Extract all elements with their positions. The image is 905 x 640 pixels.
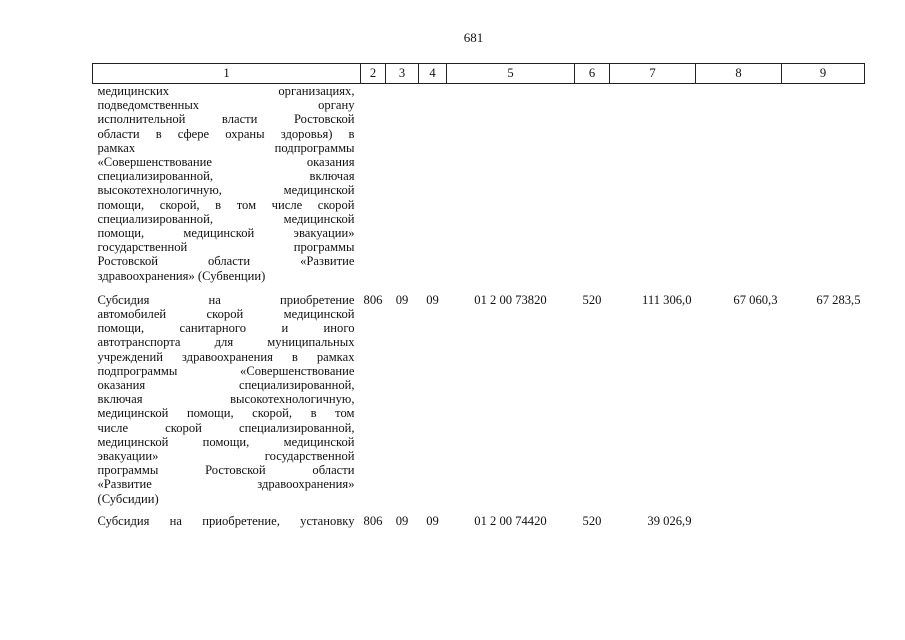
- description-line: подведомственных органу: [97, 98, 355, 113]
- description-line: высокотехнологичную, медицинской: [97, 183, 355, 198]
- cell-amount-year2: 67 060,3: [733, 292, 778, 307]
- header-cell-7: 7: [610, 64, 696, 84]
- description-line: медицинской помощи, медицинской: [97, 434, 355, 449]
- header-cell-9: 9: [782, 64, 865, 84]
- page-number: 681: [463, 30, 484, 45]
- cell-ministry: 806: [363, 513, 383, 528]
- table-header: [93, 64, 865, 84]
- cell-amount-year1: 39 026,9: [647, 513, 692, 528]
- cell-subsection: 09: [426, 513, 439, 528]
- description-line: специализированной, медицинской: [97, 211, 355, 226]
- cell-target-article: [447, 84, 575, 283]
- cell-amount-year3: [782, 506, 865, 528]
- cell-expense-type: 520: [582, 292, 602, 307]
- cell-amount-year2: [696, 84, 782, 283]
- description-line: автотранспорта для муниципальных: [97, 335, 355, 350]
- description-line: специализированной, включая: [97, 169, 355, 184]
- table-body: [93, 84, 865, 529]
- description-line: здравоохранения» (Субвенции): [97, 268, 266, 283]
- table-row: [93, 283, 865, 506]
- description-line: исполнительной власти Ростовской: [97, 112, 355, 127]
- description-line: Субсидия на приобретение: [97, 292, 355, 307]
- header-cell-4: 4: [419, 64, 447, 84]
- description-line: помощи, медицинской эвакуации»: [97, 226, 355, 241]
- cell-ministry: 806: [363, 292, 383, 307]
- cell-amount-year2: [696, 506, 782, 528]
- description-line: учреждений здравоохранения в рамках: [97, 349, 355, 364]
- cell-amount-year3: [782, 84, 865, 283]
- cell-expense-type: 520: [582, 513, 602, 528]
- header-row: [93, 64, 865, 84]
- header-cell-8: 8: [696, 64, 782, 84]
- description-line: подпрограммы «Совершенствование: [97, 363, 355, 378]
- header-cell-6: 6: [575, 64, 610, 84]
- description-line: Субсидия на приобретение, установку: [97, 513, 355, 528]
- cell-target-article: 01 2 00 73820: [474, 292, 547, 307]
- description-line: числе скорой специализированной,: [97, 420, 355, 435]
- description-line: «Развитие здравоохранения»: [97, 477, 355, 492]
- description-line: эвакуации» государственной: [97, 449, 355, 464]
- cell-subsection: 09: [426, 292, 439, 307]
- cell-ministry: [361, 84, 386, 283]
- table-row: [93, 84, 865, 283]
- header-cell-5: 5: [447, 64, 575, 84]
- description-line: государственной программы: [97, 240, 355, 255]
- budget-table: [92, 63, 865, 528]
- description-line: помощи, скорой, в том числе скорой: [97, 197, 355, 212]
- description-line: помощи, санитарного и иного: [97, 321, 355, 336]
- description-line: программы Ростовской области: [97, 463, 355, 478]
- header-cell-1: 1: [93, 64, 361, 84]
- cell-target-article: 01 2 00 74420: [474, 513, 547, 528]
- row-description: [93, 84, 361, 283]
- cell-amount-year1: 111 306,0: [642, 292, 692, 307]
- description-line: «Совершенствование оказания: [97, 155, 355, 170]
- cell-section: 09: [395, 292, 409, 307]
- header-cell-3: 3: [386, 64, 419, 84]
- cell-expense-type: [575, 84, 610, 283]
- description-line: (Субсидии): [97, 491, 159, 506]
- description-line: включая высокотехнологичную,: [97, 392, 355, 407]
- description-line: медицинских организациях,: [97, 84, 355, 98]
- description-line: медицинской помощи, скорой, в том: [97, 406, 355, 421]
- description-line: области в сфере охраны здоровья) в: [97, 126, 355, 141]
- row-description: [93, 283, 361, 506]
- cell-section: [386, 84, 419, 283]
- description-line: рамках подпрограммы: [97, 140, 355, 155]
- table-row: [93, 506, 865, 528]
- cell-subsection: [419, 84, 447, 283]
- description-line: оказания специализированной,: [97, 378, 355, 393]
- row-description: [93, 506, 361, 528]
- cell-section: 09: [395, 513, 409, 528]
- cell-amount-year1: [610, 84, 696, 283]
- description-line: автомобилей скорой медицинской: [97, 307, 355, 322]
- header-cell-2: 2: [361, 64, 386, 84]
- description-line: Ростовской области «Развитие: [97, 254, 355, 269]
- cell-amount-year3: 67 283,5: [816, 292, 861, 307]
